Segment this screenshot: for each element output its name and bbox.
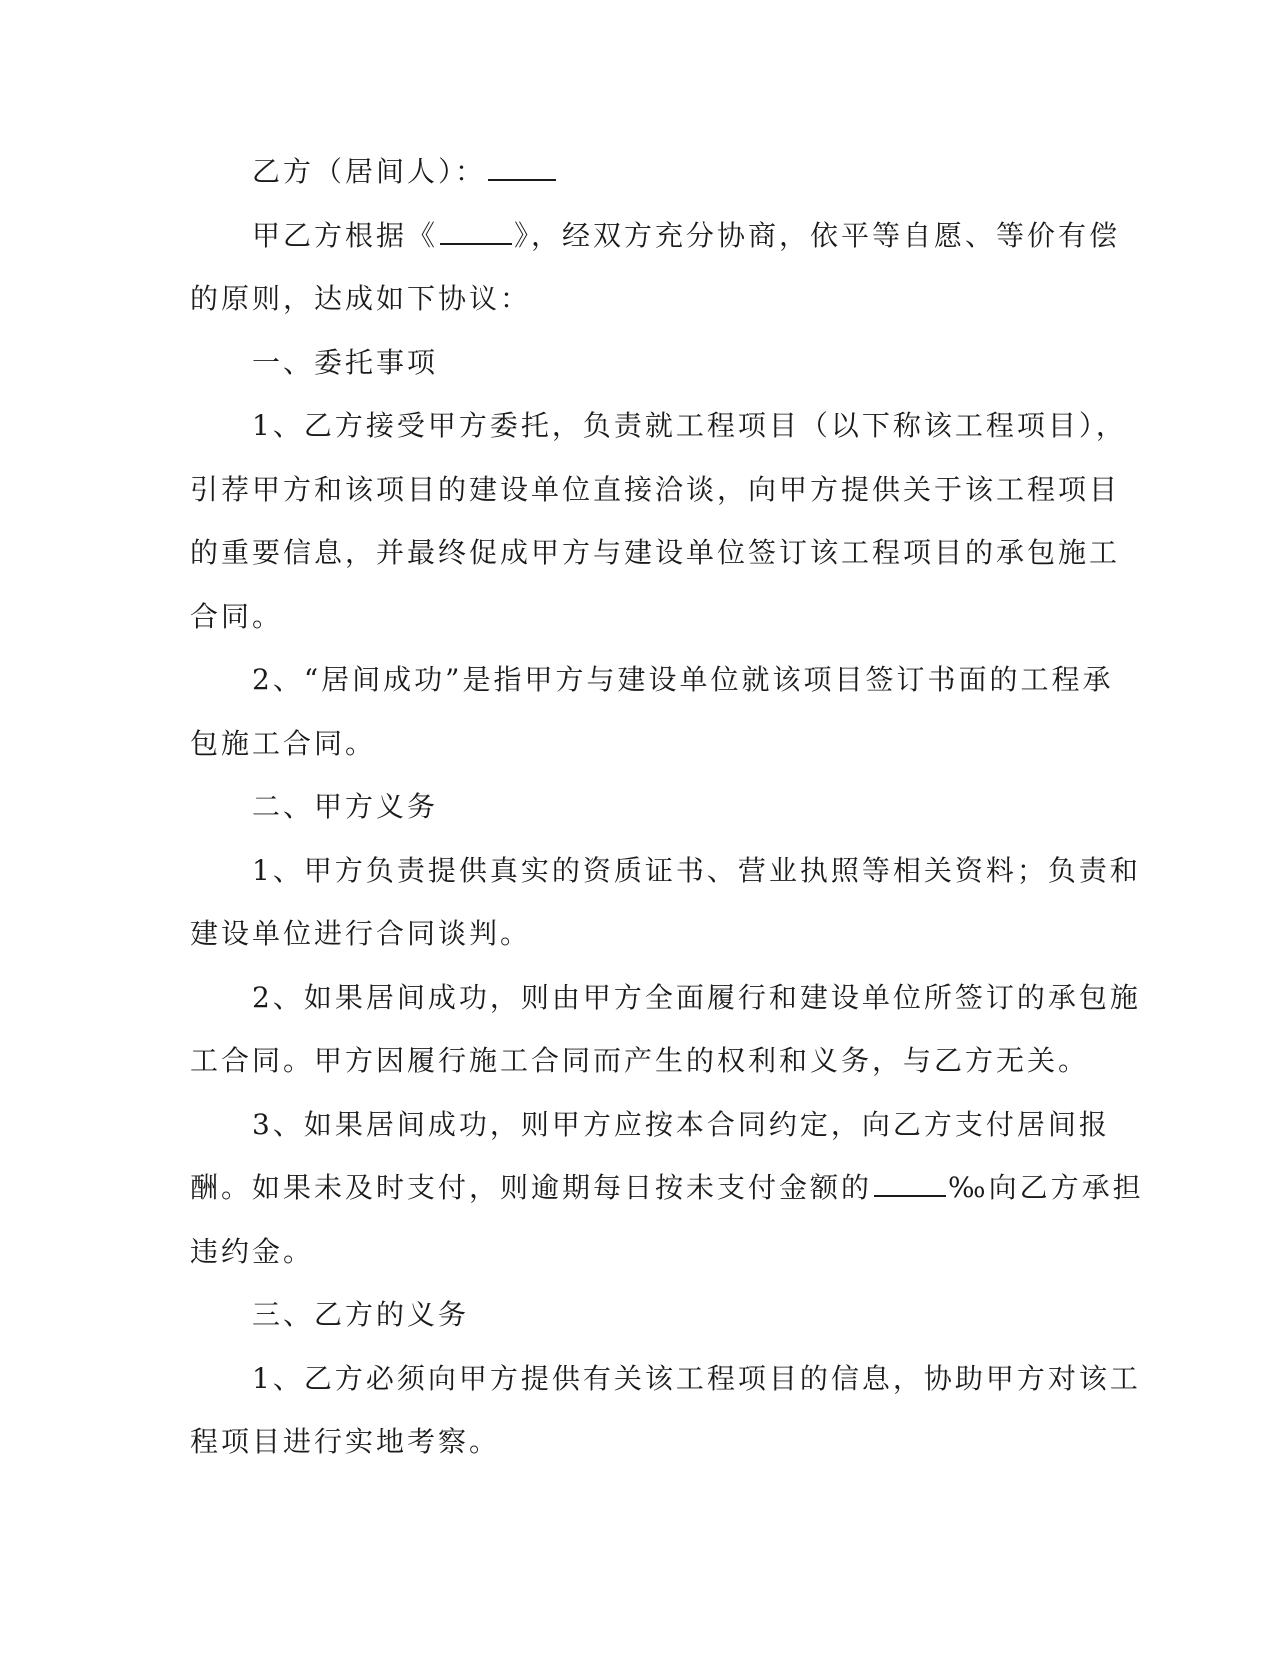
s1-item1-line4: 合同。 xyxy=(190,599,284,633)
basis-pre: 甲乙方根据《 xyxy=(252,218,439,252)
s2-item3-line1: 3、如果居间成功，则甲方应按本合同约定，向乙方支付居间报 xyxy=(252,1107,1110,1141)
section2-heading: 二、甲方义务 xyxy=(252,790,439,823)
basis-post: 》，经双方充分协商，依平等自愿、等价有偿 xyxy=(514,218,1121,252)
s2-item1-line2: 建设单位进行合同谈判。 xyxy=(190,917,532,950)
s2-item1-line1: 1、甲方负责提供真实的资质证书、营业执照等相关资料；负责和 xyxy=(252,853,1141,887)
basis-cont: 的原则，达成如下协议： xyxy=(190,282,532,315)
s1-item2-line2: 包施工合同。 xyxy=(190,726,377,760)
s2-item2-line2: 工合同。甲方因履行施工合同而产生的权利和义务，与乙方无关。 xyxy=(190,1044,1090,1077)
section3-heading: 三、乙方的义务 xyxy=(252,1298,470,1331)
basis-blank xyxy=(440,219,512,245)
penalty-rate-blank xyxy=(874,1171,946,1197)
contract-page xyxy=(190,140,1144,1474)
s3-item1-line2: 程项目进行实地考察。 xyxy=(190,1425,501,1458)
section1-heading: 一、委托事项 xyxy=(252,345,439,379)
s3-item1-line1: 1、乙方必须向甲方提供有关该工程项目的信息，协助甲方对该工 xyxy=(252,1361,1141,1395)
s2-item3-line3: 违约金。 xyxy=(190,1234,315,1268)
party-b-label: 乙方（居间人）： xyxy=(252,155,487,188)
s1-item1-line3: 的重要信息，并最终促成甲方与建设单位签订该工程项目的承包施工 xyxy=(190,536,1121,569)
s2-item3-line2 xyxy=(190,1156,1144,1220)
party-b-line xyxy=(190,140,1090,204)
s1-item1-line1: 1、乙方接受甲方委托，负责就工程项目（以下称该工程项目）， xyxy=(252,409,1127,442)
s2-item3-line2-post: ‰向乙方承担 xyxy=(948,1171,1144,1204)
s1-item1-line2: 引荐甲方和该项目的建设单位直接洽谈，向甲方提供关于该工程项目 xyxy=(190,472,1121,506)
s1-item2-line1: 2、“居间成功”是指甲方与建设单位就该项目签订书面的工程承 xyxy=(252,663,1114,696)
s2-item3-line2-pre: 酬。如果未及时支付，则逾期每日按未支付金额的 xyxy=(190,1171,873,1204)
s2-item2-line1: 2、如果居间成功，则由甲方全面履行和建设单位所签订的承包施 xyxy=(252,980,1141,1014)
basis-line xyxy=(190,204,1121,268)
party-b-blank xyxy=(488,155,556,181)
